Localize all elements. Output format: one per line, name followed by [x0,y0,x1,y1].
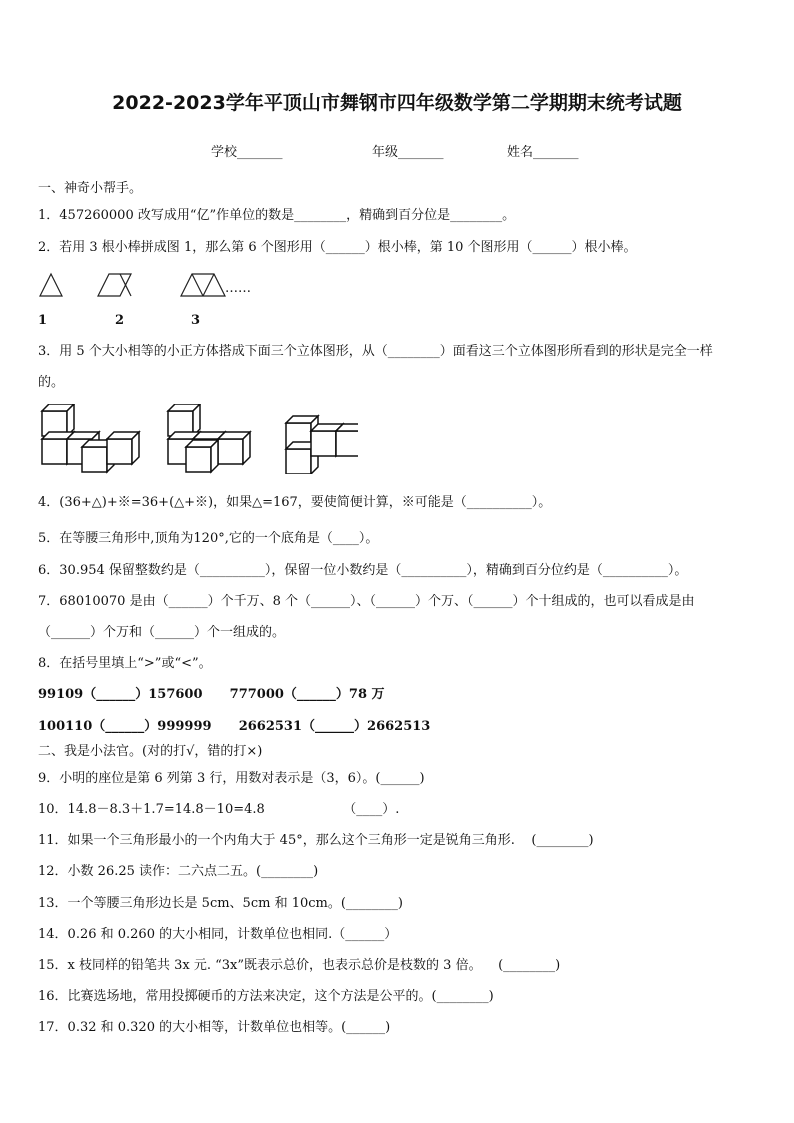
question-11: 11．如果一个三角形最小的一个内角大于 45°，那么这个三角形一定是锐角三角形. (________) [38,833,594,848]
question-3-line-1: 3．用 5 个大小相等的小正方体搭成下面三个立体图形，从（________）面看这三个立体图形所看到的形状是完全一样 [38,344,713,359]
section-2-heading: 二、我是小法官。(对的打√，错的打×) [38,744,263,759]
cube-figures [38,404,358,474]
cube-figure-2 [168,404,250,472]
question-17: 17．0.32 和 0.320 的大小相等，计数单位也相等。(______) [38,1020,391,1035]
question-5: 5．在等腰三角形中,顶角为120°,它的一个底角是（____）。 [38,531,379,546]
school-field: 学校_______ [211,145,283,160]
question-4: 4．(36+△)+※=36+(△+※)，如果△=167，要使简便计算，※可能是（__________）。 [38,495,552,510]
grade-field: 年级_______ [372,145,444,160]
cube-figure-3 [286,416,358,474]
triangle-figure-1 [40,274,62,296]
section-1-heading: 一、神奇小帮手。 [38,181,143,196]
question-8-row-1: 99109（______）157600 777000（______）78 万 [38,687,385,702]
question-10: 10．14.8－8.3＋1.7=14.8－10=4.8 （____）. [38,802,400,817]
figure-label-3: 3 [191,313,201,328]
figure-label-1: 1 [38,313,48,328]
question-16: 16．比赛选场地，常用投掷硬币的方法来决定，这个方法是公平的。(________) [38,989,494,1004]
question-12: 12．小数 26.25 读作：二六点二五。(________) [38,864,319,879]
figure-label-2: 2 [115,313,125,328]
name-field: 姓名_______ [507,145,579,160]
cube-figure-1 [42,404,139,472]
question-7-line-1: 7．68010070 是由（______）个千万、8 个（______）、（______）个万、（______）个十组成的，也可以看成是由 [38,594,695,609]
question-7-line-2: （______）个万和（______）个一组成的。 [38,625,286,640]
question-14: 14．0.26 和 0.260 的大小相同，计数单位也相同.（______） [38,927,398,942]
page-title: 2022-2023学年平顶山市舞钢市四年级数学第二学期期末统考试题 [112,92,682,114]
question-3-line-2: 的。 [38,375,65,390]
triangle-figure-3 [181,274,225,296]
question-8: 8．在括号里填上“>”或“<”。 [38,656,212,671]
question-15: 15．x 枝同样的铅笔共 3x 元. “3x”既表示总价，也表示总价是枝数的 3 倍。 (________) [38,958,561,973]
triangle-figure-2 [98,274,131,296]
question-9: 9．小明的座位是第 6 列第 3 行，用数对表示是（3，6）。(______) [38,771,425,786]
ellipsis: …… [225,281,251,296]
question-13: 13．一个等腰三角形边长是 5cm、5cm 和 10cm。(________) [38,896,403,911]
question-1: 1．457260000 改写成用“亿”作单位的数是________，精确到百分位是________。 [38,208,516,223]
question-8-row-2: 100110（______）999999 2662531（______）2662513 [38,719,431,734]
question-2: 2．若用 3 根小棒拼成图 1，那么第 6 个图形用（______）根小棒，第 10 个图形用（______）根小棒。 [38,240,637,255]
question-6: 6．30.954 保留整数约是（__________），保留一位小数约是（__________），精确到百分位约是（__________）。 [38,563,688,578]
